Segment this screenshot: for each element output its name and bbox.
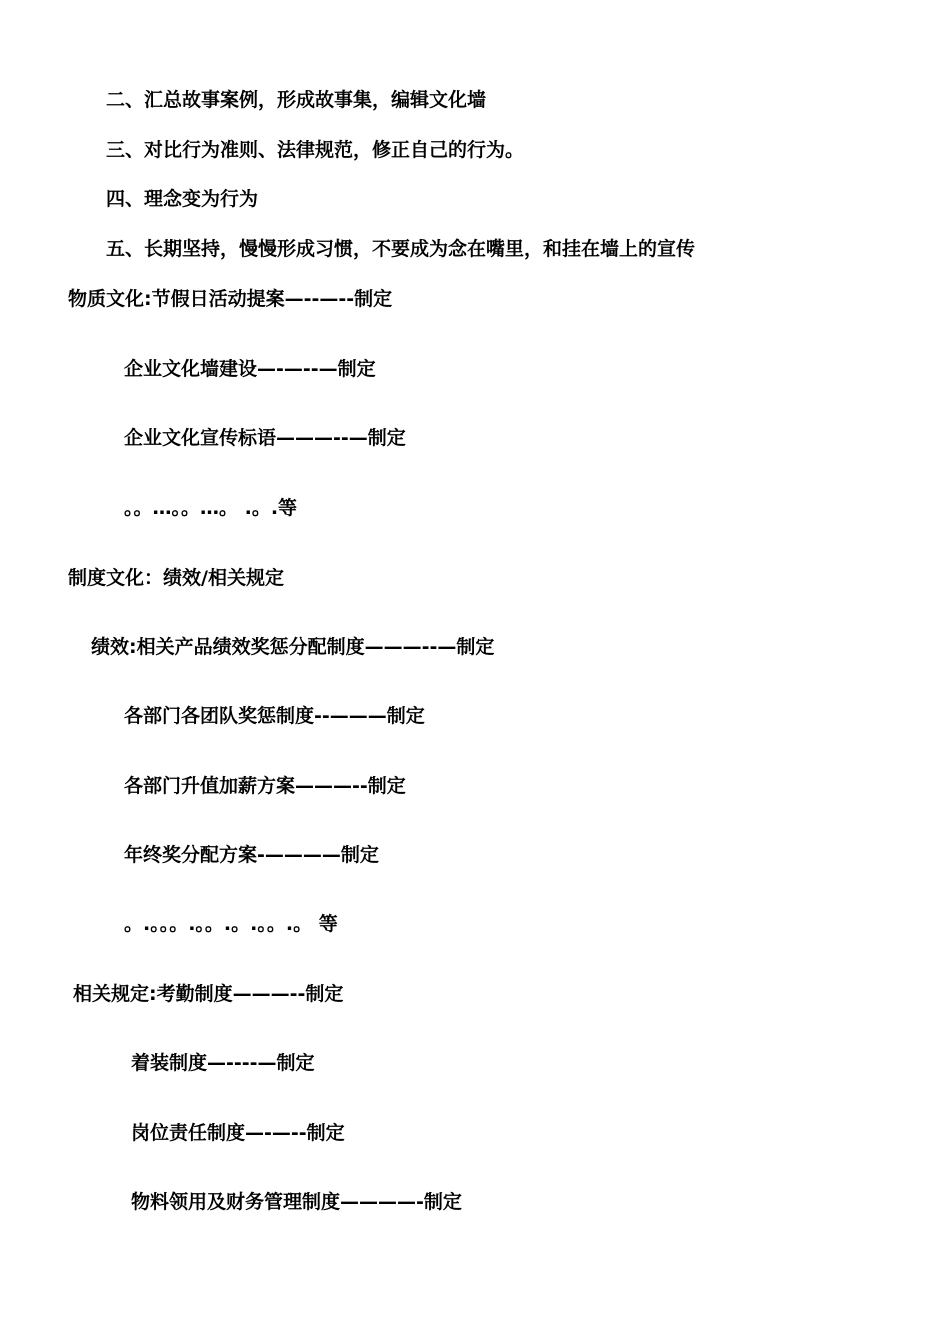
step-five-text: 五、长期坚持，慢慢形成习惯，不要成为念在嘴里，和挂在墙上的宣传 xyxy=(106,238,696,260)
step-four-text: 四、理念变为行为 xyxy=(106,188,259,210)
regulation-item: 物料领用及财务管理制度————-制定 xyxy=(131,1191,462,1213)
regulations-heading: 相关规定:考勤制度———--制定 xyxy=(73,983,344,1005)
regulation-item: 岗位责任制度—-—--制定 xyxy=(131,1122,345,1144)
step-three-text: 三、对比行为准则、法律规范，修正自己的行为。 xyxy=(106,139,525,161)
material-culture-item: 企业文化墙建设—-—--—制定 xyxy=(124,358,376,380)
material-culture-heading: 物质文化:节假日活动提案—--—--制定 xyxy=(68,288,393,310)
performance-heading: 绩效:相关产品绩效奖惩分配制度———--—制定 xyxy=(91,636,495,658)
regulation-item: 着装制度—----—制定 xyxy=(131,1052,315,1074)
step-two-text: 二、汇总故事案例，形成故事集，编辑文化墙 xyxy=(106,89,487,111)
performance-item: 各部门各团队奖惩制度--———制定 xyxy=(124,705,425,727)
performance-item: 各部门升值加薪方案———--制定 xyxy=(124,775,406,797)
system-culture-heading: 制度文化：绩效/相关规定 xyxy=(68,567,284,589)
performance-item: 年终奖分配方案-————制定 xyxy=(124,844,379,866)
performance-ellipsis: 。.。。。.。。.。.。。.。 等 xyxy=(124,913,338,935)
material-culture-item: 企业文化宣传标语———--—制定 xyxy=(124,427,406,449)
material-culture-ellipsis: 。。…。。…。 .。.等 xyxy=(124,497,298,519)
